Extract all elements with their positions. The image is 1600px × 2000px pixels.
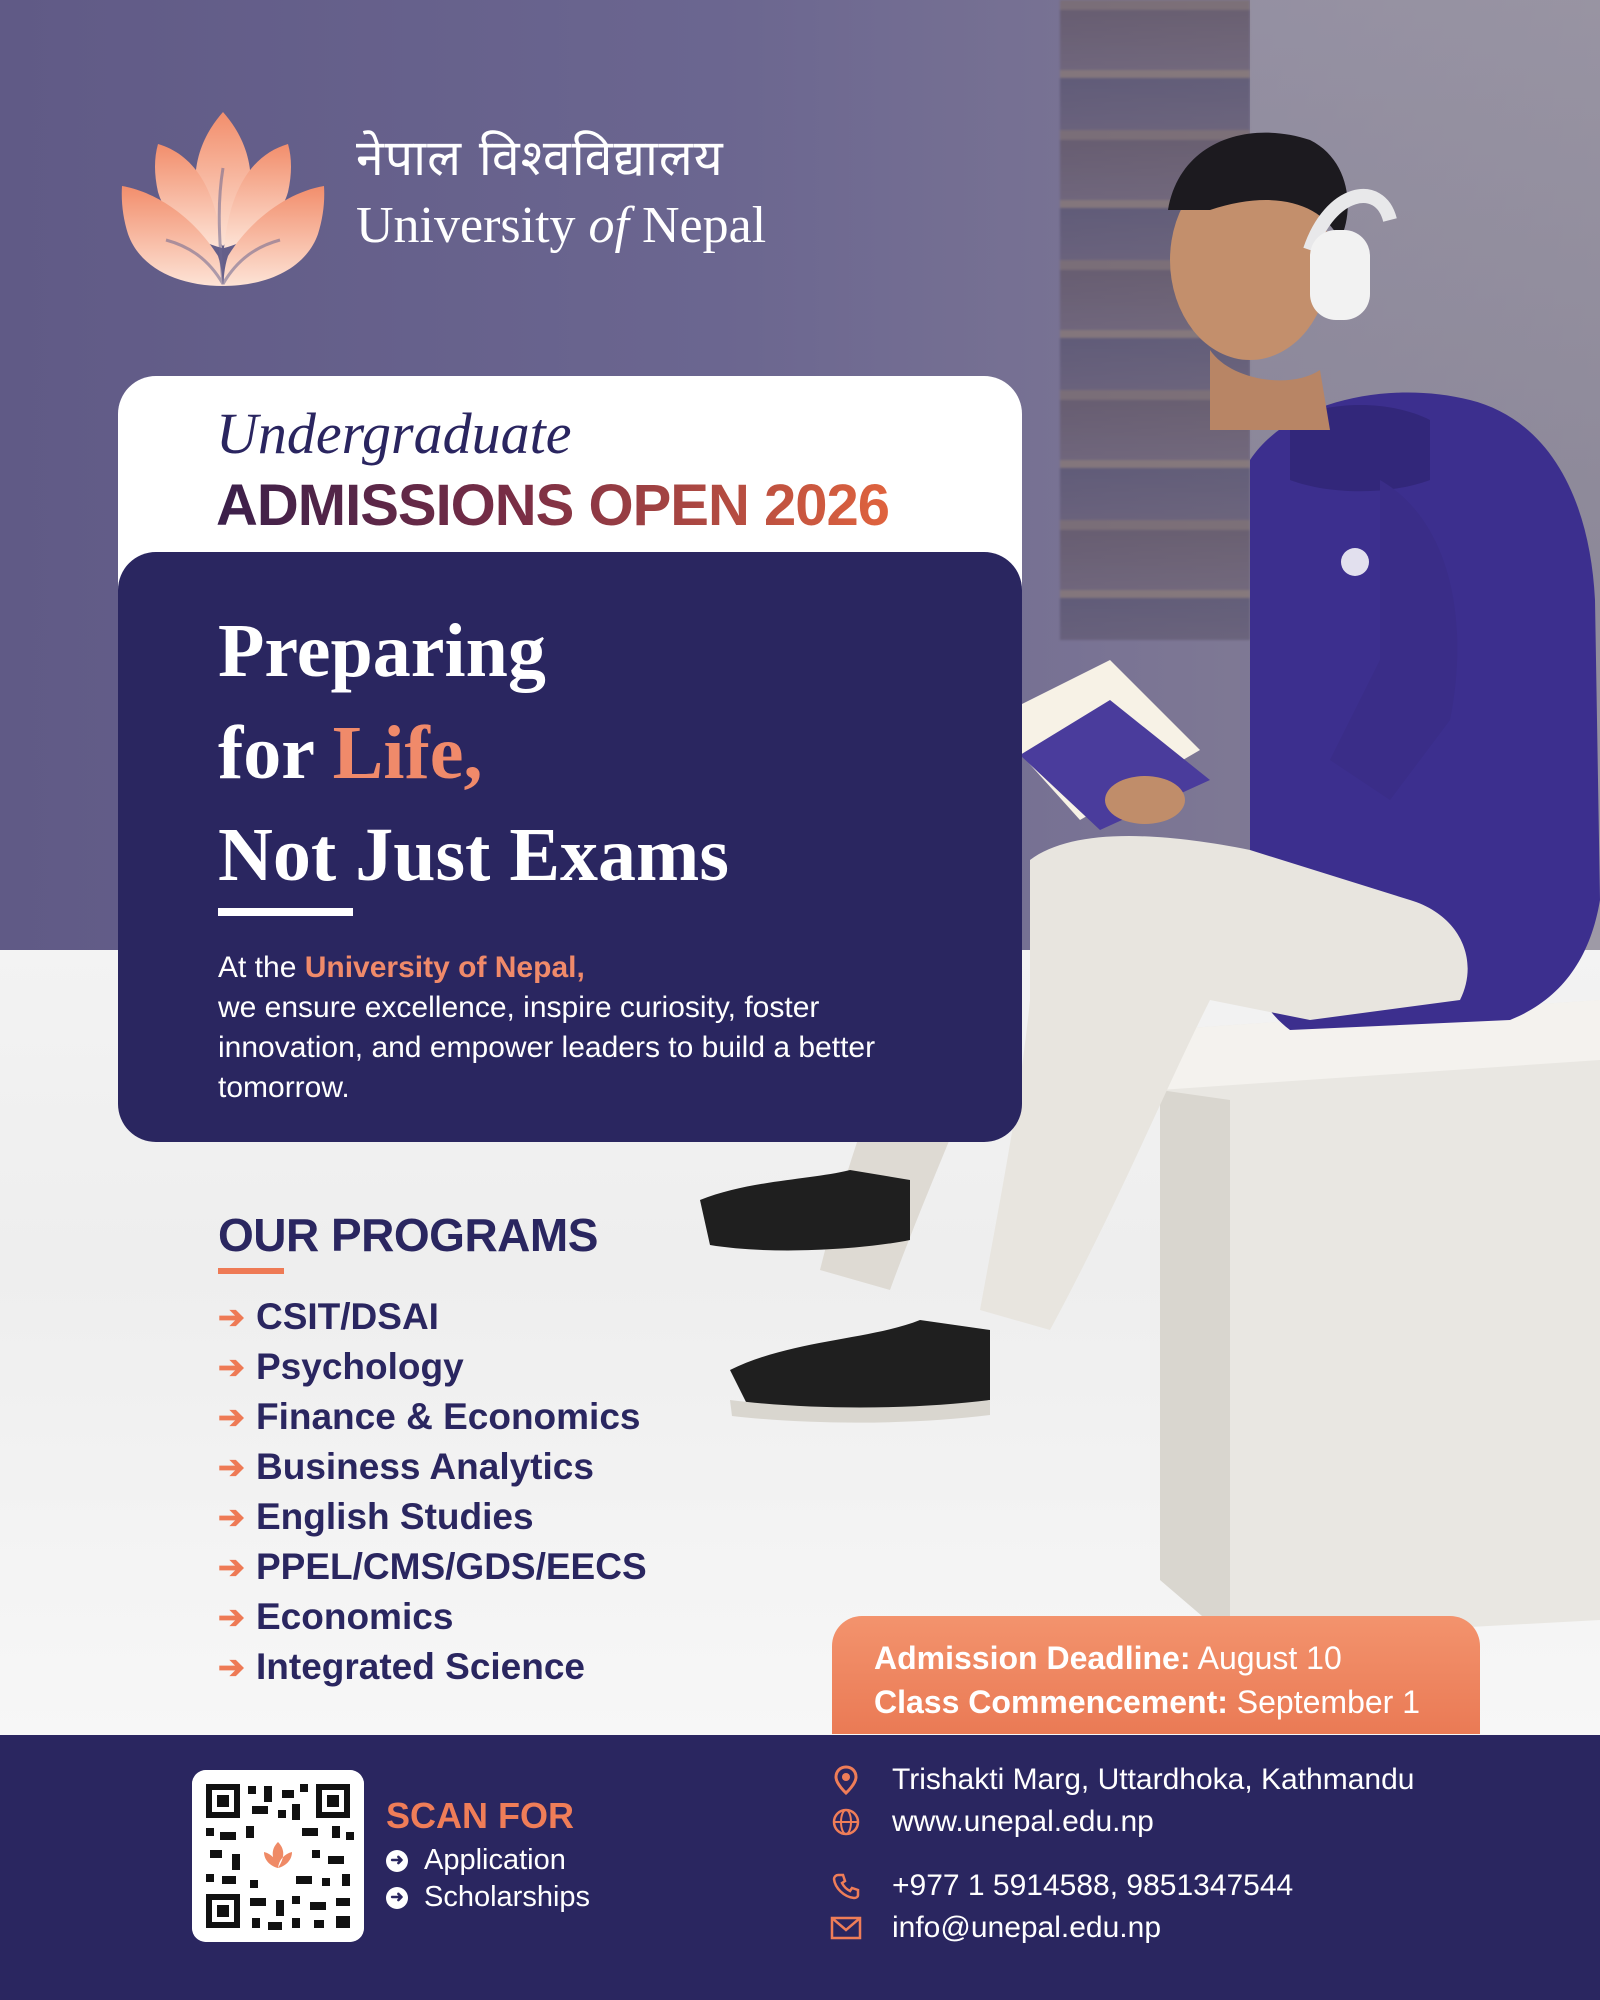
program-item: ➔ CSIT/DSAI (218, 1292, 647, 1342)
address: Trishakti Marg, Uttardhoka, Kathmandu (828, 1760, 1414, 1800)
arrow-right-icon: ➔ (218, 1449, 245, 1485)
program-item: ➔ Economics (218, 1592, 647, 1642)
arrow-right-icon: ➔ (218, 1599, 245, 1635)
arrow-right-icon: ➔ (218, 1649, 245, 1685)
phone-icon (828, 1871, 864, 1901)
arrow-right-icon: ➔ (218, 1549, 245, 1585)
phone-numbers[interactable]: +977 1 5914588, 9851347544 (828, 1866, 1414, 1906)
arrow-right-icon: ➔ (218, 1499, 245, 1535)
arrow-right-icon: ➔ (218, 1399, 245, 1435)
website-link[interactable]: www.unepal.edu.np (828, 1802, 1414, 1842)
program-item: ➔ English Studies (218, 1492, 647, 1542)
admissions-open-heading: ADMISSIONS OPEN 2026 (216, 473, 889, 538)
dates-box (832, 1616, 1480, 1734)
program-item: ➔ Integrated Science (218, 1642, 647, 1692)
programs-title: OUR PROGRAMS (218, 1209, 598, 1261)
globe-icon (828, 1807, 864, 1837)
qr-code[interactable] (192, 1770, 364, 1942)
program-item: ➔ Finance & Economics (218, 1392, 647, 1442)
program-item: ➔ PPEL/CMS/GDS/EECS (218, 1542, 647, 1592)
headline: Preparing for Life, Not Just Exams (218, 609, 729, 897)
class-commencement: Class Commencement: September 1 (874, 1684, 1420, 1720)
arrow-circle-icon: ➜ (386, 1887, 408, 1909)
contact-info (828, 1760, 1414, 1948)
mail-icon (828, 1913, 864, 1943)
intro-text: At the University of Nepal, we ensure excellence, inspire curiosity, foster innovation, and empower leaders to build a better tomorrow. (218, 951, 876, 1104)
admission-deadline: Admission Deadline: August 10 (874, 1640, 1342, 1676)
lotus-icon (118, 108, 328, 288)
brand-name-nepali: नेपाल विश्वविद्यालय (356, 129, 724, 187)
scan-options (386, 1842, 590, 1916)
brand-name-english: University of Nepal (356, 197, 767, 254)
program-item: ➔ Psychology (218, 1342, 647, 1392)
arrow-right-icon: ➔ (218, 1349, 245, 1385)
email-link[interactable]: info@unepal.edu.np (828, 1908, 1414, 1948)
location-pin-icon (828, 1765, 864, 1795)
scan-option-scholarships[interactable]: ➜ Scholarships (386, 1879, 590, 1916)
arrow-circle-icon: ➜ (386, 1850, 408, 1872)
undergraduate-label: Undergraduate (216, 401, 572, 466)
headline-divider (218, 908, 353, 916)
arrow-right-icon: ➔ (218, 1299, 245, 1335)
programs-divider (218, 1268, 284, 1274)
program-item: ➔ Business Analytics (218, 1442, 647, 1492)
programs-list (218, 1292, 647, 1692)
scan-option-application[interactable]: ➜ Application (386, 1842, 590, 1879)
scan-for-title: SCAN FOR (386, 1795, 574, 1836)
